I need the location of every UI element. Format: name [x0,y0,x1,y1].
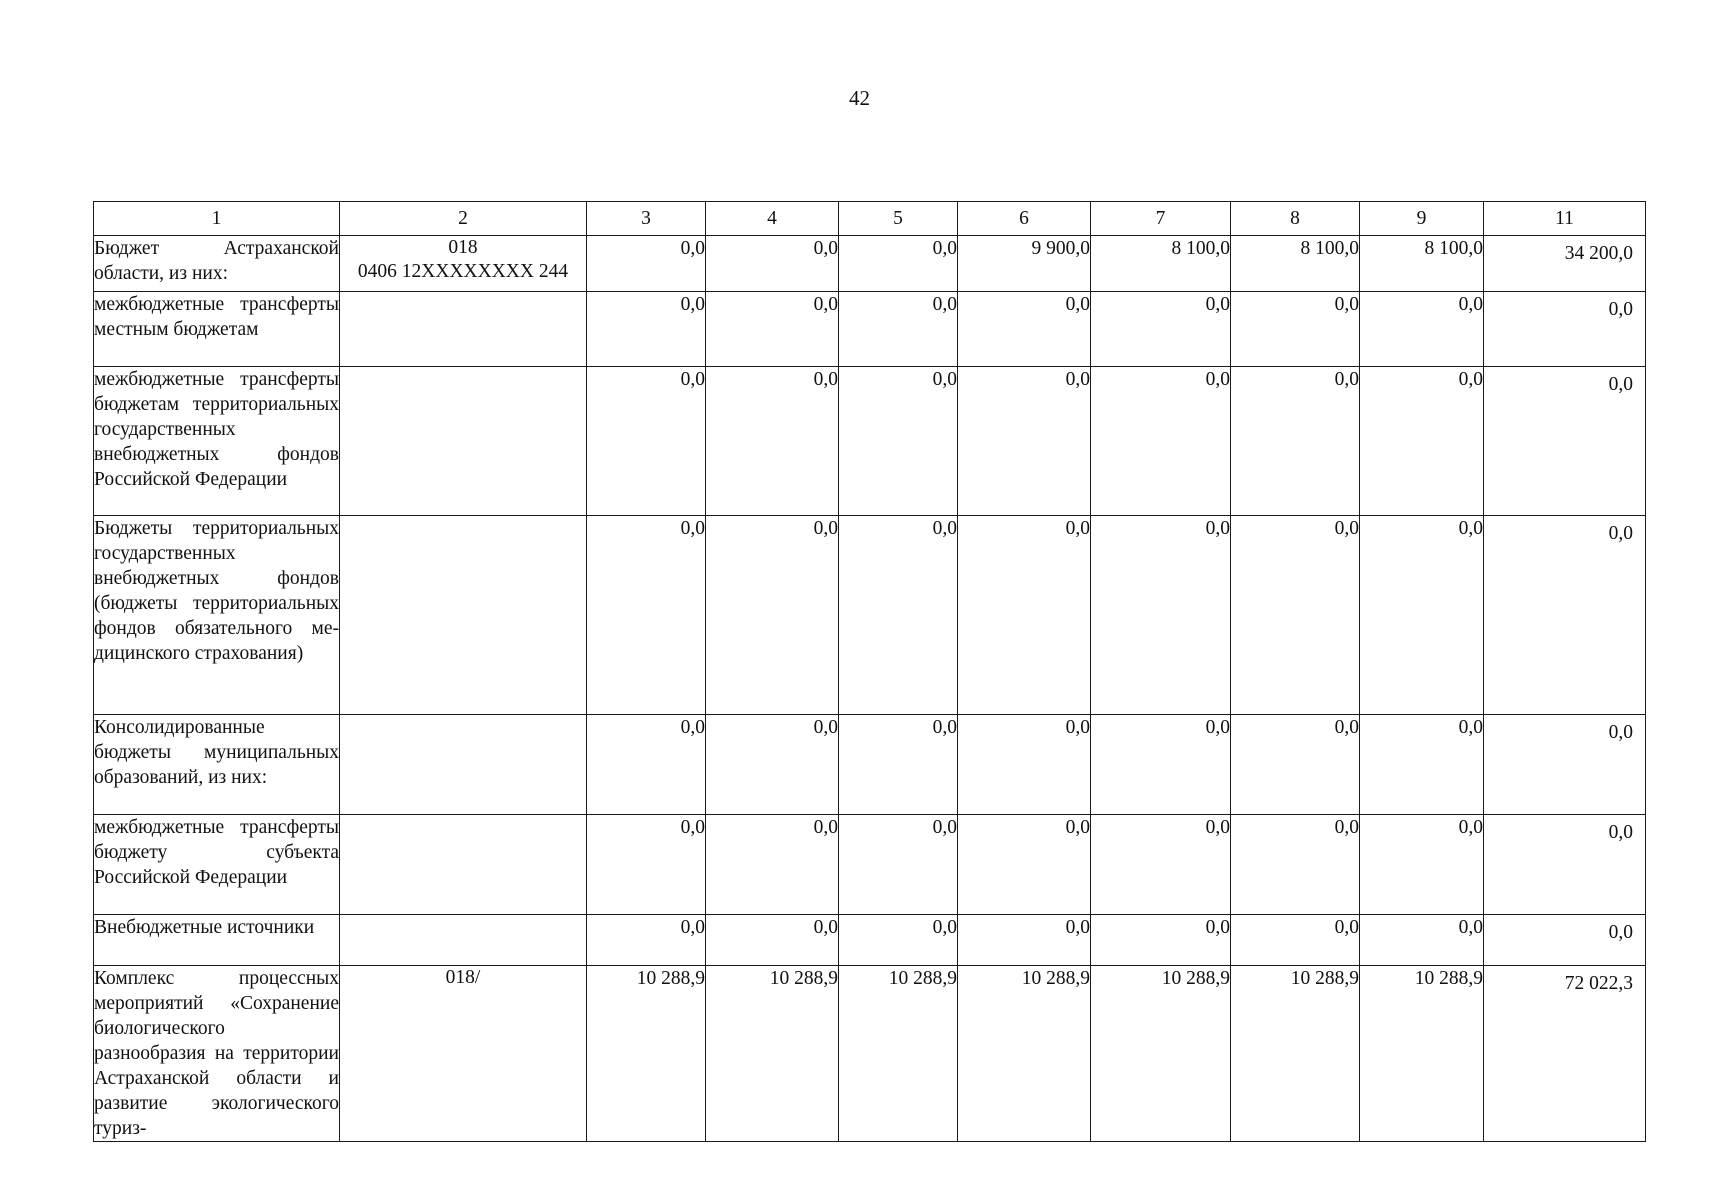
column-header: 7 [1091,202,1231,236]
column-header: 1 [94,202,340,236]
value-cell: 0,0 [1484,715,1646,815]
value-cell: 72 022,3 [1484,966,1646,1142]
value-cell: 0,0 [1231,292,1360,367]
table-row [94,715,1646,815]
value-cell: 0,0 [839,367,958,516]
code-line: 018 [448,237,478,258]
value-cell: 10 288,9 [587,966,706,1142]
row-name: Консолидированные бюджеты муниципальных образований, из них: [94,715,340,815]
column-header: 2 [340,202,587,236]
value-cell: 0,0 [706,516,839,715]
value-cell: 0,0 [1091,292,1231,367]
value-cell: 10 288,9 [958,966,1091,1142]
value-cell: 0,0 [1091,715,1231,815]
value-cell: 0,0 [1091,367,1231,516]
value-cell: 0,0 [958,915,1091,966]
value-cell: 0,0 [706,236,839,292]
row-code [340,516,587,715]
row-name: Комплекс процессных мероприятий «Сохранение биологического разнообразия на территории Астраханской области и развитие экологического туриз- [94,966,340,1142]
value-cell: 0,0 [706,715,839,815]
value-cell: 10 288,9 [839,966,958,1142]
value-cell: 0,0 [1091,516,1231,715]
value-cell: 0,0 [706,367,839,516]
budget-table [93,201,1646,1142]
value-cell: 0,0 [1091,815,1231,915]
value-cell: 0,0 [839,236,958,292]
row-code [340,815,587,915]
value-cell: 0,0 [1231,715,1360,815]
value-cell: 0,0 [839,292,958,367]
column-header: 5 [839,202,958,236]
table-body [94,236,1646,1142]
value-cell: 0,0 [958,292,1091,367]
value-cell: 0,0 [1360,292,1484,367]
value-cell: 0,0 [587,516,706,715]
value-cell: 0,0 [1484,516,1646,715]
table-row [94,815,1646,915]
value-cell: 0,0 [839,815,958,915]
value-cell: 10 288,9 [1360,966,1484,1142]
value-cell: 0,0 [1231,815,1360,915]
value-cell: 34 200,0 [1484,236,1646,292]
row-code [340,236,587,292]
value-cell: 0,0 [1360,367,1484,516]
value-cell: 0,0 [1091,915,1231,966]
row-name: межбюджетные трансферты бюджету субъекта Российской Федерации [94,815,340,915]
value-cell: 0,0 [958,715,1091,815]
row-code [340,715,587,815]
column-header: 8 [1231,202,1360,236]
column-header: 4 [706,202,839,236]
value-cell: 0,0 [587,815,706,915]
value-cell: 0,0 [958,516,1091,715]
table-row [94,966,1646,1142]
value-cell: 0,0 [1231,367,1360,516]
value-cell: 8 100,0 [1091,236,1231,292]
row-code [340,966,587,1142]
value-cell: 10 288,9 [1091,966,1231,1142]
value-cell: 0,0 [1360,815,1484,915]
value-cell: 0,0 [706,815,839,915]
value-cell: 0,0 [958,367,1091,516]
value-cell: 0,0 [1231,915,1360,966]
code-line: 018/ [445,967,481,988]
value-cell: 0,0 [1484,915,1646,966]
row-name: Внебюджетные источники [94,915,340,966]
value-cell: 0,0 [706,292,839,367]
table-row [94,367,1646,516]
row-code [340,915,587,966]
row-name: Бюджеты территориальных государственных внебюджетных фондов (бюджеты территориальных фондов обязательного медицинского страхования) [94,516,340,715]
row-name: Бюджет Астраханской области, из них: [94,236,340,292]
value-cell: 8 100,0 [1360,236,1484,292]
value-cell: 0,0 [1484,815,1646,915]
page-number: 42 [849,86,870,110]
value-cell: 8 100,0 [1231,236,1360,292]
code-line: 0406 12XXXXXXXX 244 [357,261,569,282]
table-header [94,202,1646,236]
value-cell: 0,0 [587,715,706,815]
row-name: межбюджетные трансферты бюджетам территориальных государственных внебюджетных фондов Российской Федерации [94,367,340,516]
value-cell: 0,0 [839,915,958,966]
row-code [340,292,587,367]
value-cell: 10 288,9 [706,966,839,1142]
table-row [94,236,1646,292]
value-cell: 0,0 [587,236,706,292]
table-row [94,516,1646,715]
value-cell: 10 288,9 [1231,966,1360,1142]
value-cell: 0,0 [1360,915,1484,966]
value-cell: 0,0 [706,915,839,966]
value-cell: 0,0 [958,815,1091,915]
value-cell: 0,0 [587,367,706,516]
column-header: 9 [1360,202,1484,236]
column-header: 6 [958,202,1091,236]
value-cell: 0,0 [1484,292,1646,367]
column-header: 11 [1484,202,1646,236]
table-row [94,292,1646,367]
value-cell: 0,0 [1360,715,1484,815]
value-cell: 0,0 [1231,516,1360,715]
value-cell: 0,0 [839,715,958,815]
table-row [94,915,1646,966]
row-name: межбюджетные трансферты местным бюджетам [94,292,340,367]
value-cell: 0,0 [587,292,706,367]
value-cell: 0,0 [839,516,958,715]
value-cell: 0,0 [1484,367,1646,516]
value-cell: 9 900,0 [958,236,1091,292]
row-code [340,367,587,516]
header-row [94,202,1646,236]
value-cell: 0,0 [1360,516,1484,715]
column-header: 3 [587,202,706,236]
value-cell: 0,0 [587,915,706,966]
